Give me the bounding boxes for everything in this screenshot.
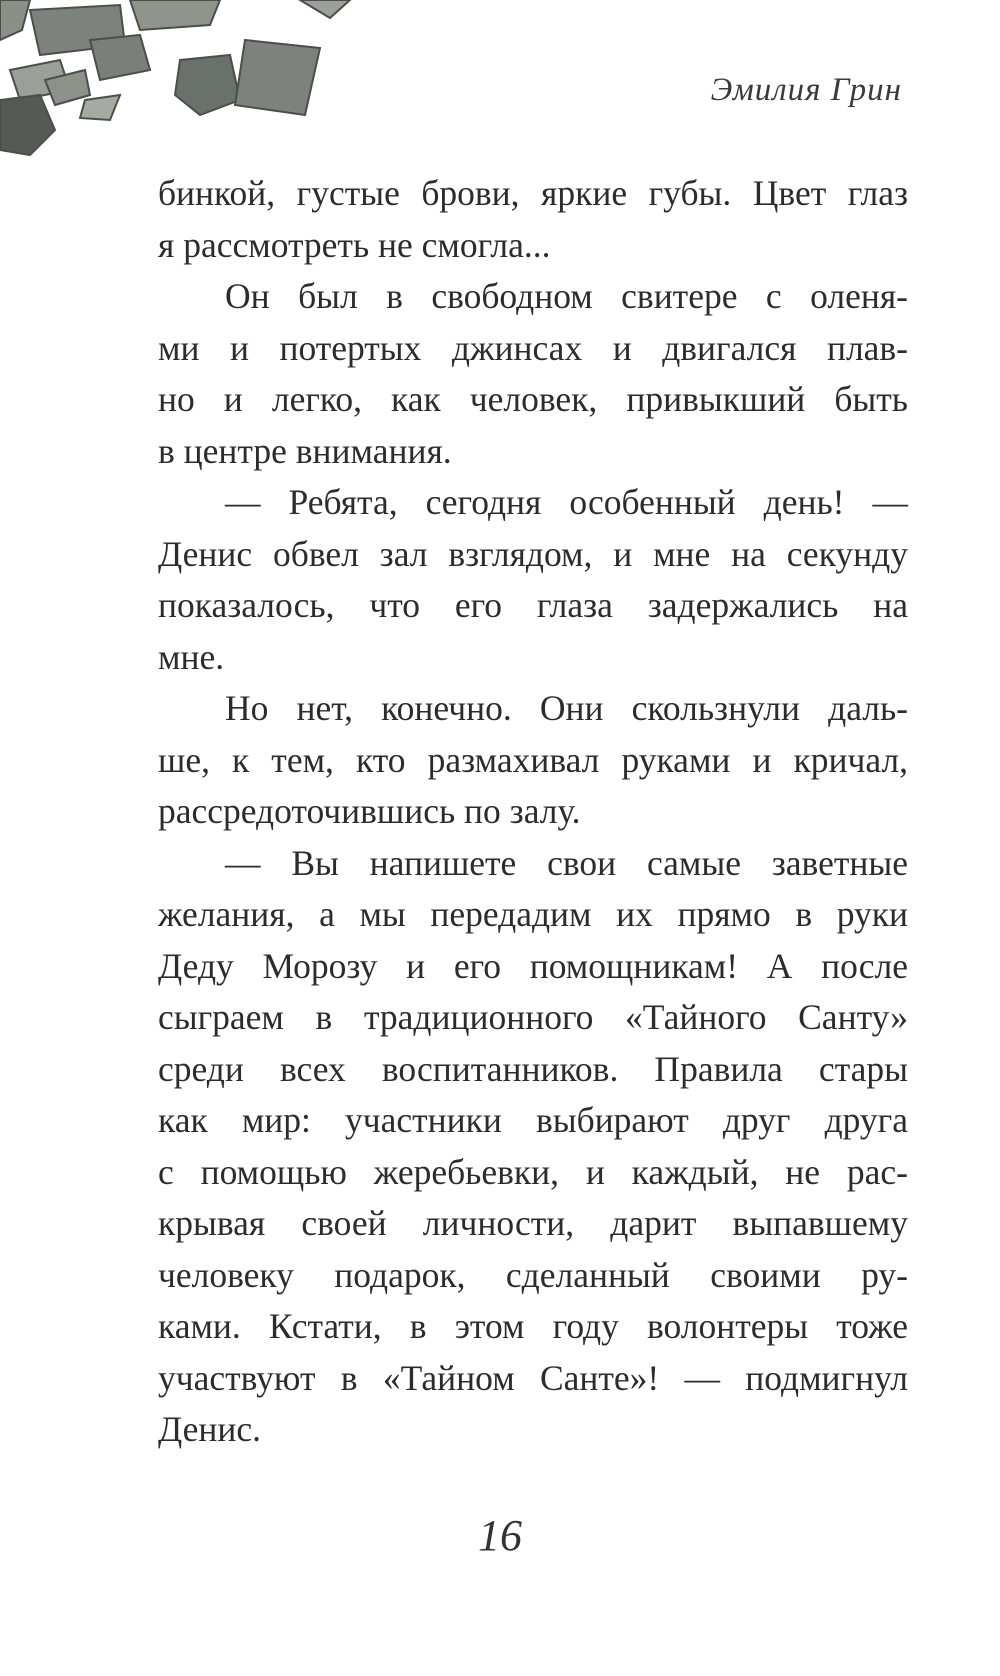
page-body-text (158, 168, 908, 1456)
book-fragment (300, 0, 350, 18)
text-line: я рассмотреть не смогла... (158, 224, 551, 265)
text-line: ше, к тем, кто размахивал руками и кричал, (158, 739, 908, 780)
text-line: Он был в свободном свитере с оленя- (225, 276, 908, 316)
text-line: но и легко, как человек, привыкший быть (158, 379, 908, 419)
text-line: мне. (158, 636, 225, 677)
text-line: бинкой, густые брови, яркие губы. Цвет глаз (158, 173, 908, 213)
text-line: — Ребята, сегодня особенный день! — (225, 482, 908, 522)
text-line: Но нет, конечно. Они скользнули даль- (225, 688, 908, 728)
book-fragment (175, 55, 240, 115)
book-fragment (130, 0, 220, 30)
text-line: Денис. (158, 1409, 262, 1449)
text-line: как мир: участники выбирают друг друга (158, 1100, 908, 1140)
text-line: сыграем в традиционного «Тайного Санту» (158, 997, 908, 1037)
text-line: человеку подарок, сделанный своими ру- (158, 1254, 908, 1295)
book-fragment (235, 40, 320, 115)
text-line: желания, а мы передадим их прямо в руки (158, 894, 908, 934)
text-line: показалось, что его глаза задержались на (158, 585, 908, 625)
text-line: рассредоточившись по залу. (158, 791, 581, 831)
book-fragment (90, 35, 150, 80)
running-header-author: Эмилия Грин (710, 72, 902, 108)
text-line: крывая своей личности, дарит выпавшему (158, 1203, 908, 1243)
text-line: с помощью жеребьевки, и каждый, не рас- (158, 1151, 908, 1192)
scattered-books-decoration (0, 0, 380, 180)
text-line: Денис обвел зал взглядом, и мне на секунду (158, 533, 908, 574)
text-line: участвуют в «Тайном Санте»! — подмигнул (158, 1357, 908, 1398)
text-line: ками. Кстати, в этом году волонтеры тоже (158, 1306, 908, 1346)
book-fragment (80, 95, 120, 120)
text-line: — Вы напишете свои самые заветные (225, 842, 908, 883)
text-line: в центре внимания. (158, 430, 452, 471)
book-fragment (0, 95, 55, 155)
text-line: среди всех воспитанников. Правила стары (158, 1048, 908, 1089)
text-line: Деду Морозу и его помощникам! А после (158, 945, 908, 986)
book-fragment (0, 0, 30, 40)
text-line: ми и потертых джинсах и двигался плав- (158, 327, 908, 368)
page-number: 16 (478, 1511, 522, 1560)
